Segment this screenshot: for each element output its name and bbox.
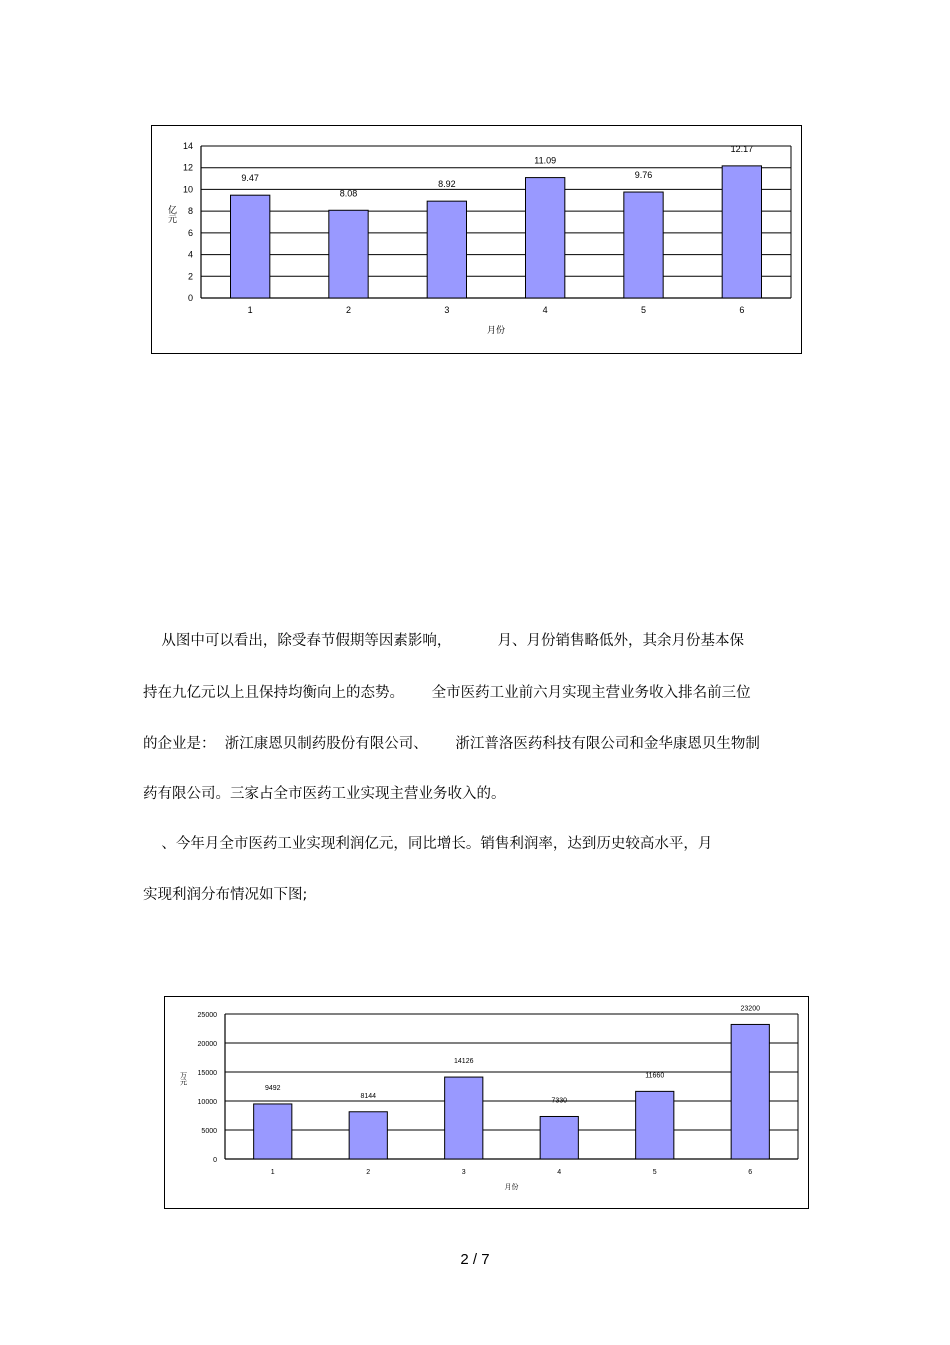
paragraph-line: 实现利润分布情况如下图;	[143, 887, 308, 903]
y-tick-label: 0	[213, 1157, 217, 1164]
data-label: 8.92	[438, 179, 456, 190]
y-tick-label: 25000	[197, 1012, 217, 1019]
bar	[636, 1091, 674, 1159]
paragraph-line: 的企业是： 浙江康恩贝制药股份有限公司、 浙江普洛医药科技有限公司和金华康恩贝生物制	[143, 736, 760, 752]
data-label: 23200	[740, 1005, 760, 1013]
y-tick-label: 6	[187, 227, 193, 238]
y-tick-label: 5000	[201, 1128, 217, 1135]
bar	[624, 192, 663, 298]
bar	[731, 1024, 769, 1159]
x-tick-label: 1	[247, 305, 253, 315]
x-tick-label: 5	[640, 305, 647, 315]
data-label: 8.08	[339, 188, 358, 199]
profit-chart-svg	[165, 997, 808, 1208]
bar	[231, 195, 270, 298]
data-label: 11.09	[534, 155, 557, 166]
sales-revenue-chart	[151, 125, 802, 354]
x-tick-label: 2	[345, 305, 352, 315]
bar	[254, 1104, 292, 1159]
bar	[329, 210, 368, 298]
x-tick-label: 2	[366, 1169, 371, 1176]
page-number: 2 / 7	[460, 1251, 490, 1268]
x-tick-label: 6	[739, 305, 745, 315]
y-axis-label: 亿元	[167, 205, 177, 223]
bar	[526, 178, 565, 298]
y-tick-label: 12	[182, 162, 193, 173]
profit-chart	[164, 996, 809, 1209]
x-tick-label: 4	[542, 305, 548, 315]
y-tick-label: 15000	[197, 1070, 217, 1077]
y-tick-label: 2	[187, 271, 193, 282]
y-axis-label: 万元	[179, 1071, 187, 1086]
x-tick-label: 4	[557, 1169, 562, 1176]
data-label: 9492	[264, 1084, 281, 1092]
data-label: 9.47	[241, 173, 259, 184]
y-tick-label: 10000	[197, 1099, 217, 1106]
x-tick-label: 3	[444, 305, 450, 315]
y-tick-label: 20000	[197, 1041, 217, 1048]
sales-revenue-chart-svg	[152, 126, 801, 353]
data-label: 14126	[454, 1058, 474, 1066]
y-tick-label: 14	[182, 141, 193, 151]
y-tick-label: 8	[187, 206, 193, 217]
data-label: 7330	[551, 1097, 568, 1105]
bar	[722, 166, 761, 298]
data-label: 12.17	[730, 143, 754, 154]
x-tick-label: 3	[461, 1169, 466, 1176]
data-label: 9.76	[634, 170, 653, 181]
data-label: 11660	[645, 1072, 665, 1080]
y-tick-label: 4	[187, 249, 193, 260]
paragraph-line: 药有限公司。三家占全市医药工业实现主营业务收入的。	[143, 786, 506, 802]
paragraph-line: 持在九亿元以上且保持均衡向上的态势。 全市医药工业前六月实现主营业务收入排名前三位	[143, 685, 751, 701]
x-tick-label: 6	[748, 1169, 753, 1176]
x-axis-label: 月份	[486, 325, 506, 335]
y-tick-label: 0	[187, 293, 193, 303]
bar	[445, 1077, 483, 1159]
x-axis-label: 月份	[504, 1184, 519, 1191]
bar	[349, 1112, 387, 1159]
x-tick-label: 5	[652, 1169, 657, 1176]
x-tick-label: 1	[270, 1169, 275, 1176]
bar	[540, 1116, 578, 1159]
y-tick-label: 10	[182, 184, 193, 195]
data-label: 8144	[360, 1092, 377, 1100]
paragraph-line: 、今年月全市医药工业实现利润亿元，同比增长。销售利润率，达到历史较高水平，月	[143, 836, 713, 852]
paragraph-line: 从图中可以看出，除受春节假期等因素影响， 月、月份销售略低外，其余月份基本保	[143, 633, 745, 649]
bar	[427, 201, 466, 298]
